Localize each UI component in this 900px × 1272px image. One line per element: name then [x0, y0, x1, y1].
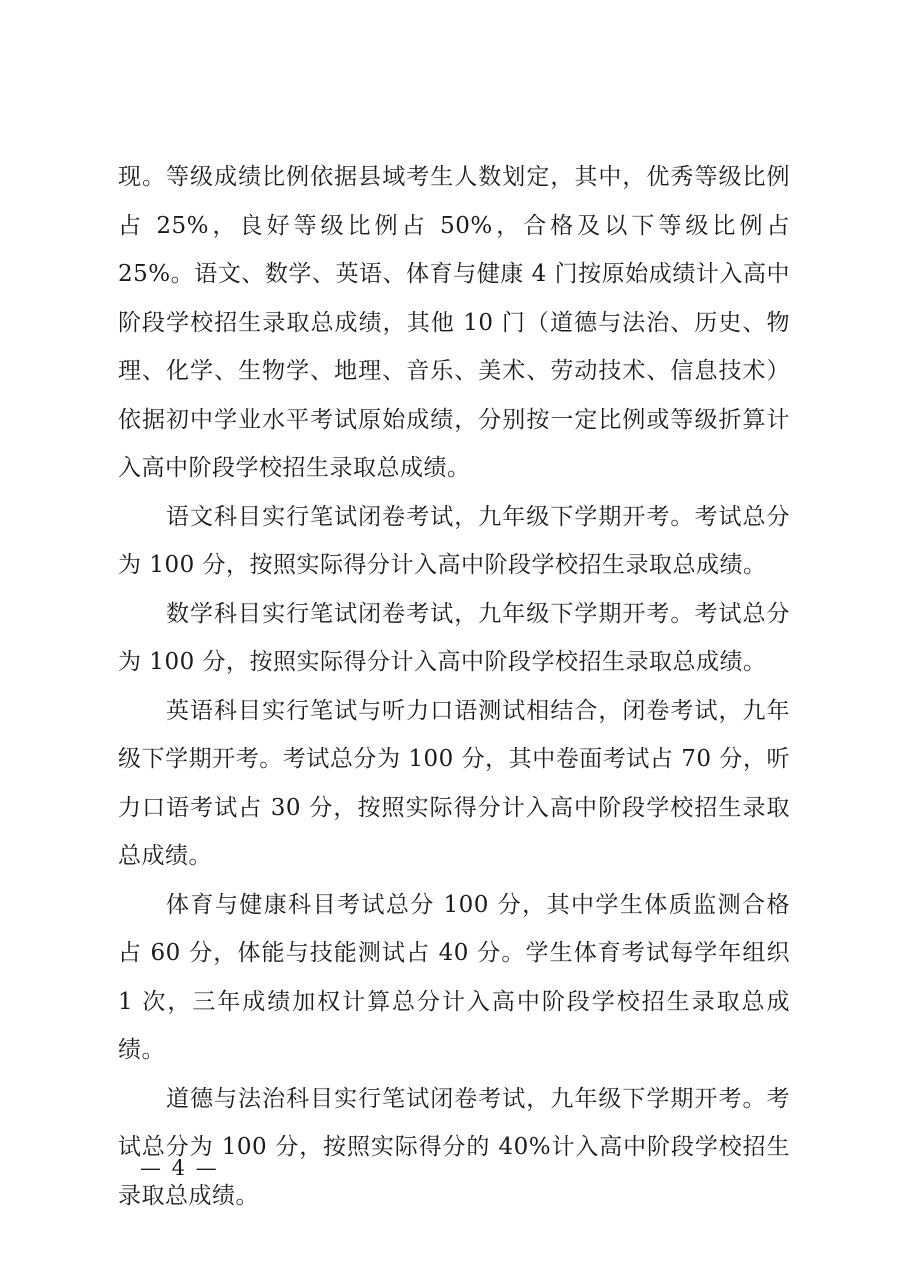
paragraph-continuation: 现。等级成绩比例依据县域考生人数划定，其中，优秀等级比例占 25%，良好等级比例占 50%，合格及以下等级比例占 25%。语文、数学、英语、体育与健康 4 门按原始成绩计入高中阶段学校招生录取总成绩，其他 10 门（道德与法治、历史、物理、化学、生物学、地理、音乐、美术、劳动技术、信息技术）依据初中学业水平考试原始成绩，分别按一定比例或等级折算计入高中阶段学校招生录取总成绩。: [118, 164, 790, 481]
paragraph-chinese: 语文科目实行笔试闭卷考试，九年级下学期开考。考试总分为 100 分，按照实际得分计入高中阶段学校招生录取总成绩。: [118, 503, 790, 578]
page-number: — 4 —: [140, 1156, 219, 1180]
paragraph-morality-law: 道德与法治科目实行笔试闭卷考试，九年级下学期开考。考试总分为 100 分，按照实际得分的 40%计入高中阶段学校招生录取总成绩。: [118, 1085, 790, 1209]
paragraph-math: 数学科目实行笔试闭卷考试，九年级下学期开考。考试总分为 100 分，按照实际得分计入高中阶段学校招生录取总成绩。: [118, 600, 790, 675]
paragraph-pe-health: 体育与健康科目考试总分 100 分，其中学生体质监测合格占 60 分，体能与技能测试占 40 分。学生体育考试每学年组织 1 次，三年成绩加权计算总分计入高中阶段学校招生录取总成绩。: [118, 891, 790, 1063]
body-text: [118, 153, 790, 1220]
paragraph-english: 英语科目实行笔试与听力口语测试相结合，闭卷考试，九年级下学期开考。考试总分为 100 分，其中卷面考试占 70 分，听力口语考试占 30 分，按照实际得分计入高中阶段学校招生录取总成绩。: [118, 697, 790, 869]
